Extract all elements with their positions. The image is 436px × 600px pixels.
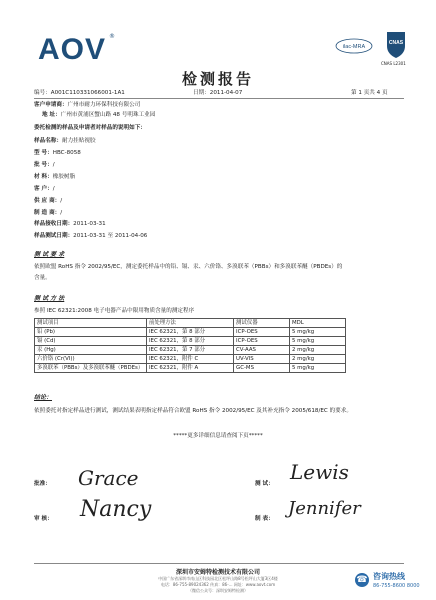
table-row xyxy=(35,364,346,373)
footer-divider xyxy=(34,563,404,564)
aov-logo: AOV xyxy=(38,33,107,66)
table-cell: IEC 62321，附件 C xyxy=(146,355,233,364)
ilac-mra-text: ilac-MRA xyxy=(342,44,366,50)
table-cell: IEC 62321，第 8 部分 xyxy=(146,328,233,337)
approver-signature: Grace xyxy=(78,466,139,490)
maker-value: / xyxy=(60,210,63,216)
batch-value: / xyxy=(52,162,55,168)
period-label: 样品测试日期： xyxy=(34,233,74,239)
address-row xyxy=(42,111,155,119)
cnas-logo xyxy=(385,30,407,60)
address-label: 地 址： xyxy=(42,112,61,118)
table-row xyxy=(35,346,346,355)
table-cell: IEC 62321，附件 A xyxy=(146,364,233,373)
model-row xyxy=(34,149,81,157)
table-cell: ICP-OES xyxy=(234,328,290,337)
tester-signature: Lewis xyxy=(290,460,349,484)
table-cell: 5 mg/kg xyxy=(290,328,346,337)
table-cell: IEC 62321，第 8 部分 xyxy=(146,337,233,346)
tester-label: 测 试： xyxy=(255,481,274,487)
table-row xyxy=(35,337,346,346)
sample-note: 委托检测的样品及申请者对样品的说明如下： xyxy=(34,125,146,131)
table-header-row xyxy=(35,319,346,328)
customer-value: / xyxy=(52,186,55,192)
table-cell: 六价铬 (Cr(VI)) xyxy=(35,355,147,364)
reviewer-signature: Nancy xyxy=(80,497,152,522)
batch-label: 批 号： xyxy=(34,162,53,168)
received-row xyxy=(34,220,106,228)
period-row xyxy=(34,232,147,240)
hotline-number: 86-755-8600 8000 xyxy=(373,583,420,589)
drafter-signature: Jennifer xyxy=(288,498,361,519)
material-value: 橡胶树脂 xyxy=(52,174,76,180)
table-header-cell: 前处理方法 xyxy=(146,319,233,328)
period-value: 2011-03-31 至 2011-04-06 xyxy=(73,233,148,239)
sample-name-row xyxy=(34,137,96,145)
supplier-label: 供 应 商： xyxy=(34,198,61,204)
table-cell: 2 mg/kg xyxy=(290,355,346,364)
table-header-cell: 测试项目 xyxy=(35,319,147,328)
supplier-row xyxy=(34,197,62,205)
drafter-label: 制 表： xyxy=(255,516,274,522)
hotline-title: 咨询热线 xyxy=(373,572,405,581)
table-cell: CV-AAS xyxy=(234,346,290,355)
sample-name-label: 样品名称： xyxy=(34,138,62,144)
conclusion-heading: 结论： xyxy=(34,394,53,401)
cnas-number: CNAS L2301 xyxy=(381,61,406,66)
table-row xyxy=(35,328,346,337)
table-header-cell: 测试仪器 xyxy=(234,319,290,328)
model-value: HBC-8058 xyxy=(52,150,81,156)
table-cell: 镉 (Cd) xyxy=(35,337,147,346)
sample-name-value: 耐力挂贴视胶 xyxy=(61,138,96,144)
customer-label: 客 户： xyxy=(34,186,53,192)
table-cell: 2 mg/kg xyxy=(290,346,346,355)
more-info-note: *****更多详细信息请查阅下页***** xyxy=(173,433,263,439)
table-cell: GC-MS xyxy=(234,364,290,373)
footer-contact: 电话：86-755-89024362 传真：86-... 网址：www.aovt.com xyxy=(160,582,276,587)
table-cell: IEC 62321，第 7 部分 xyxy=(146,346,233,355)
batch-row xyxy=(34,161,55,169)
method-heading: 测 试 方 法 xyxy=(34,295,65,302)
registered-mark: ® xyxy=(109,33,115,40)
request-heading: 测 试 要 求 xyxy=(34,251,65,258)
applicant-label: 客户申请商： xyxy=(34,102,68,108)
received-label: 样品接收日期： xyxy=(34,221,74,227)
divider xyxy=(34,98,404,99)
applicant-value: 广州市耐力环保科技有限公司 xyxy=(67,102,141,108)
table-row xyxy=(35,355,346,364)
maker-row xyxy=(34,209,62,217)
model-label: 型 号： xyxy=(34,150,53,156)
method-text: 参照 IEC 62321:2008 电子电器产品中限用物质含量的测定程序 xyxy=(34,308,195,314)
cnas-text: CNAS xyxy=(388,40,404,46)
report-number: 编号：A001C110331066001-1A1 xyxy=(34,90,125,96)
supplier-value: / xyxy=(60,198,63,204)
footer-company: 深圳市安姆特检测技术有限公司 xyxy=(175,569,260,576)
footer-wechat: （微信公众号：深圳安姆特检测） xyxy=(188,588,248,593)
address-value: 广州市黄浦区蟹山路 48 号明珠工业园 xyxy=(60,112,156,118)
method-table xyxy=(34,318,346,373)
maker-label: 制 造 商： xyxy=(34,210,61,216)
material-label: 材 料： xyxy=(34,174,53,180)
page-number: 第 1 页共 4 页 xyxy=(351,90,388,96)
table-cell: 5 mg/kg xyxy=(290,364,346,373)
table-cell: ICP-OES xyxy=(234,337,290,346)
table-cell: 多溴联苯（PBBs）及多溴联苯醚（PBDEs） xyxy=(35,364,147,373)
customer-row xyxy=(34,185,55,193)
table-header-cell: MDL xyxy=(290,319,346,328)
reviewer-label: 审 核： xyxy=(34,516,53,522)
phone-icon: ☎ xyxy=(356,575,368,585)
conclusion-text: 依照委托对指定样品进行测试，测试结果表明指定样品符合欧盟 RoHS 指令 2002/95/EC 及其补充指令 2005/618/EC 的要求。 xyxy=(34,408,352,414)
ilac-mra-logo xyxy=(335,38,373,54)
page-title: 检测报告 xyxy=(181,70,254,88)
approver-label: 批准： xyxy=(34,481,51,487)
applicant-row xyxy=(34,101,140,109)
received-value: 2011-03-31 xyxy=(73,221,106,227)
table-cell: 5 mg/kg xyxy=(290,337,346,346)
table-cell: 铅 (Pb) xyxy=(35,328,147,337)
report-date: 日期：2011-04-07 xyxy=(193,90,243,96)
table-cell: 汞 (Hg) xyxy=(35,346,147,355)
material-row xyxy=(34,173,75,181)
request-text-1: 依照欧盟 RoHS 指令 2002/95/EC，测定委托样品中的铅、镉、汞、六价铬、多溴联苯（PBBs）和多溴联苯醚（PBDEs）的 xyxy=(34,264,343,270)
table-cell: UV-VIS xyxy=(234,355,290,364)
footer-address: 中国广东省深圳市南山区科技园北区松坪山路8号松坪山大厦3区4楼 xyxy=(158,576,278,581)
request-text-2: 含量。 xyxy=(34,275,51,281)
